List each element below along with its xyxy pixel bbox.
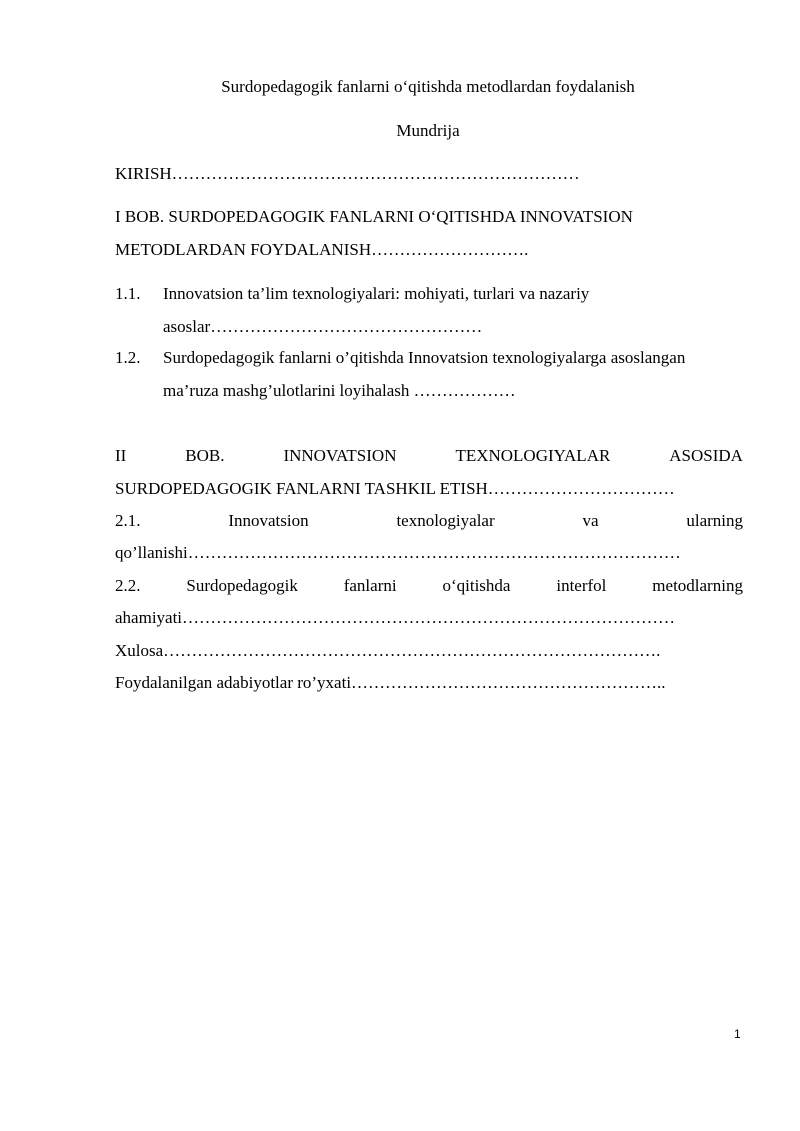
toc-section-2-2-line2: ahamiyati…………………………………………………………………………… xyxy=(115,608,676,627)
toc-section-1-2-number: 1.2. xyxy=(115,348,141,367)
toc-section-1-2-line1: Surdopedagogik fanlarni o’qitishda Innovatsion texnologiyalarga asoslangan xyxy=(163,348,686,367)
word: INNOVATSION xyxy=(283,446,397,465)
toc-entry-intro: KIRISH……………………………………………………………… xyxy=(115,164,580,183)
toc-section-1-1-number: 1.1. xyxy=(115,284,141,303)
toc-chapter-1-line2: METODLARDAN FOYDALANISH………………………. xyxy=(115,240,529,259)
toc-section-2-1-line1 xyxy=(115,511,743,531)
word: 2.1. xyxy=(115,511,141,530)
word: TEXNOLOGIYALAR xyxy=(455,446,611,465)
word: Innovatsion xyxy=(228,511,309,530)
toc-section-2-2-line1 xyxy=(115,576,743,596)
toc-entry-references: Foydalanilgan adabiyotlar ro’yxati……………………………………………….. xyxy=(115,673,666,692)
contents-heading: Mundrija xyxy=(396,121,460,140)
word: fanlarni xyxy=(343,576,397,595)
word: ASOSIDA xyxy=(669,446,743,465)
toc-section-1-1-line2: asoslar………………………………………… xyxy=(163,317,483,336)
document-title: Surdopedagogik fanlarni o‘qitishda metodlardan foydalanish xyxy=(221,77,635,96)
word: texnologiyalar xyxy=(396,511,495,530)
toc-entry-conclusion: Xulosa……………………………………………………………………………. xyxy=(115,641,661,660)
word: va xyxy=(582,511,599,530)
word: Surdopedagogik xyxy=(186,576,298,595)
word: ularning xyxy=(686,511,743,530)
word: metodlarning xyxy=(652,576,743,595)
toc-chapter-2-line2: SURDOPEDAGOGIK FANLARNI TASHKIL ETISH…………………………… xyxy=(115,479,675,498)
toc-chapter-2-line1 xyxy=(115,446,743,466)
toc-section-1-1-line1: Innovatsion ta’lim texnologiyalari: mohiyati, turlari va nazariy xyxy=(163,284,590,303)
word: II xyxy=(115,446,127,465)
page-number: 1 xyxy=(734,1027,741,1041)
toc-section-1-2-line2: ma’ruza mashg’ulotlarini loyihalash ……………… xyxy=(163,381,516,400)
toc-chapter-1-line1: I BOB. SURDOPEDAGOGIK FANLARNI O‘QITISHDA INNOVATSION xyxy=(115,207,633,226)
word: o‘qitishda xyxy=(442,576,511,595)
word: interfol xyxy=(556,576,607,595)
word: BOB. xyxy=(185,446,225,465)
word: 2.2. xyxy=(115,576,141,595)
toc-section-2-1-line2: qo’llanishi…………………………………………………………………………… xyxy=(115,543,681,562)
